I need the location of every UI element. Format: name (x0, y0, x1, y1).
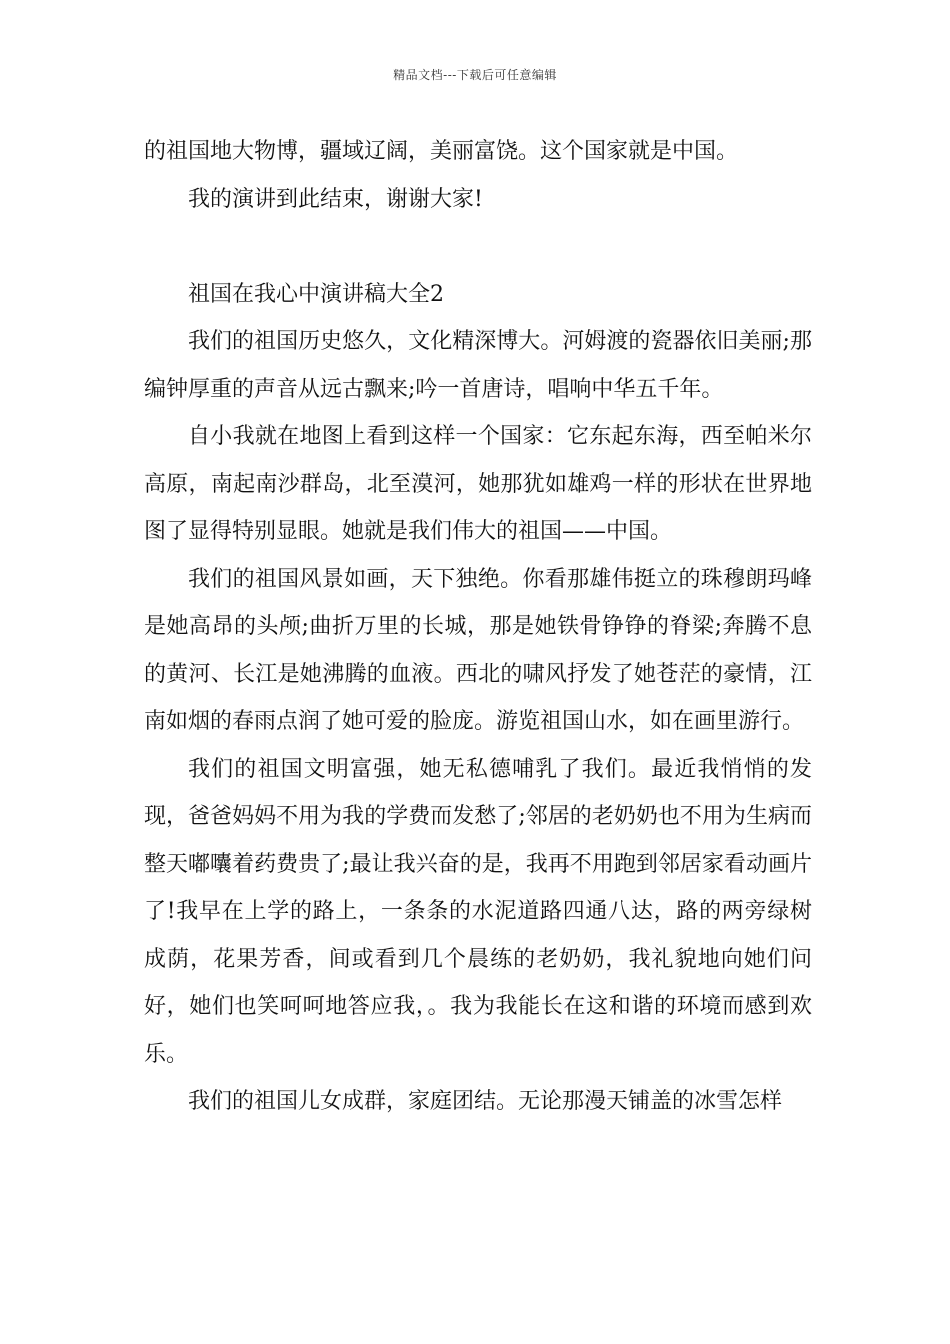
document-body (144, 128, 812, 1126)
paragraph-prosperity: 我们的祖国文明富强，她无私德哺乳了我们。最近我悄悄的发现，爸爸妈妈不用为我的学费而发愁了;邻居的老奶奶也不用为生病而整天嘟囔着药费贵了;最让我兴奋的是，我再不用跑到邻居家看动画片了!我早在上学的路上，一条条的水泥道路四通八达，路的两旁绿树成荫，花果芳香，间或看到几个晨练的老奶奶，我礼貌地向她们问好，她们也笑呵呵地答应我，。我为我能长在这和谐的环境而感到欢乐。 (144, 756, 812, 1067)
paragraph-spacer (144, 223, 812, 271)
paragraph-unity: 我们的祖国儿女成群，家庭团结。无论那漫天铺盖的冰雪怎样 (188, 1089, 783, 1114)
paragraph-closing: 我的演讲到此结束，谢谢大家! (188, 186, 483, 212)
section-title: 祖国在我心中演讲稿大全2 (188, 281, 444, 307)
paragraph-history: 我们的祖国历史悠久，文化精深博大。河姆渡的瓷器依旧美丽;那编钟厚重的声音从远古飘来;吟一首唐诗，唱响中华五千年。 (144, 329, 812, 402)
paragraph-continuation: 的祖国地大物博，疆域辽阔，美丽富饶。这个国家就是中国。 (144, 139, 739, 164)
page-header: 精品文档---下载后可任意编辑 (393, 68, 557, 82)
paragraph-map: 自小我就在地图上看到这样一个国家：它东起东海，西至帕米尔高原，南起南沙群岛，北至漠河，她那犹如雄鸡一样的形状在世界地图了显得特别显眼。她就是我们伟大的祖国——中国。 (144, 424, 812, 544)
paragraph-scenery: 我们的祖国风景如画，天下独绝。你看那雄伟挺立的珠穆朗玛峰是她高昂的头颅;曲折万里的长城，那是她铁骨铮铮的脊梁;奔腾不息的黄河、长江是她沸腾的血液。西北的啸风抒发了她苍茫的豪情，江南如烟的春雨点润了她可爱的脸庞。游览祖国山水，如在画里游行。 (144, 566, 812, 734)
